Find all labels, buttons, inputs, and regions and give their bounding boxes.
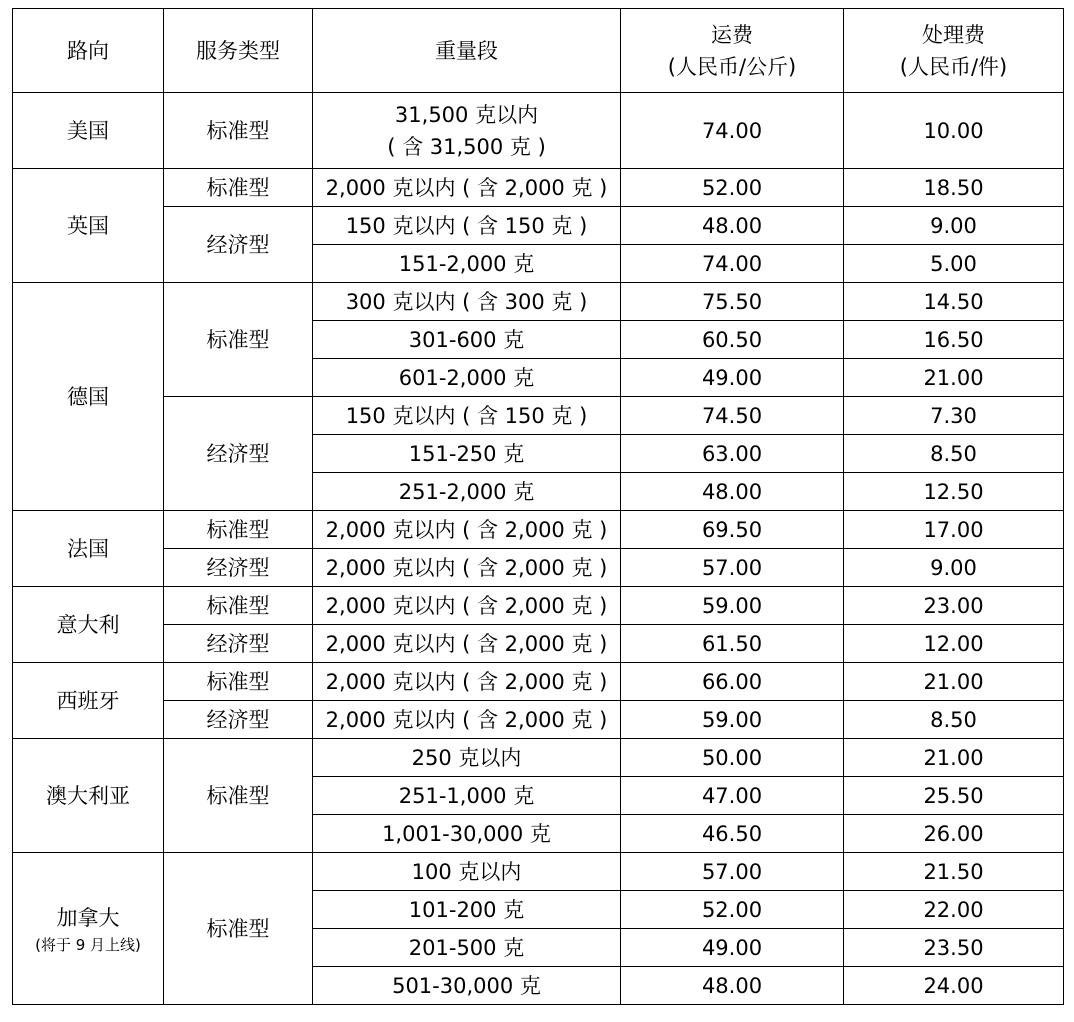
service-standard: 标准型 <box>164 739 313 853</box>
country-fr: 法国 <box>13 511 164 587</box>
header-handling <box>844 9 1064 93</box>
table-row <box>13 587 1064 625</box>
freight-cell: 74.50 <box>621 397 844 435</box>
weight-cell: 301-600 克 <box>313 321 621 359</box>
table-row <box>13 663 1064 701</box>
table-row <box>13 207 1064 245</box>
country-ca-note: (将于 9 月上线) <box>35 935 141 954</box>
header-weight: 重量段 <box>313 9 621 93</box>
freight-cell: 49.00 <box>621 929 844 967</box>
weight-cell: 501-30,000 克 <box>313 967 621 1005</box>
freight-cell: 48.00 <box>621 473 844 511</box>
country-ca <box>13 853 164 1005</box>
handling-cell: 25.50 <box>844 777 1064 815</box>
country-es: 西班牙 <box>13 663 164 739</box>
handling-cell: 5.00 <box>844 245 1064 283</box>
service-economy: 经济型 <box>164 549 313 587</box>
freight-cell: 46.50 <box>621 815 844 853</box>
handling-cell: 18.50 <box>844 169 1064 207</box>
table-row <box>13 169 1064 207</box>
country-uk: 英国 <box>13 169 164 283</box>
handling-cell: 12.50 <box>844 473 1064 511</box>
handling-cell: 21.50 <box>844 853 1064 891</box>
table-row <box>13 511 1064 549</box>
header-freight-title: 运费 <box>711 22 753 47</box>
header-freight-unit: (人民币/公斤) <box>667 54 797 79</box>
freight-cell: 59.00 <box>621 701 844 739</box>
handling-cell: 14.50 <box>844 283 1064 321</box>
service-standard: 标准型 <box>164 169 313 207</box>
weight-cell: 1,001-30,000 克 <box>313 815 621 853</box>
handling-cell: 9.00 <box>844 207 1064 245</box>
table-row <box>13 93 1064 169</box>
rate-table <box>12 8 1064 1005</box>
freight-cell: 57.00 <box>621 853 844 891</box>
freight-cell: 52.00 <box>621 891 844 929</box>
handling-cell: 16.50 <box>844 321 1064 359</box>
handling-cell: 23.00 <box>844 587 1064 625</box>
service-standard: 标准型 <box>164 283 313 397</box>
freight-cell: 63.00 <box>621 435 844 473</box>
header-freight <box>621 9 844 93</box>
header-row <box>13 9 1064 93</box>
handling-cell: 26.00 <box>844 815 1064 853</box>
handling-cell: 8.50 <box>844 435 1064 473</box>
country-ca-name: 加拿大 <box>56 905 120 930</box>
handling-cell: 21.00 <box>844 663 1064 701</box>
weight-line: ( 含 31,500 克 ) <box>387 134 546 159</box>
table-row <box>13 397 1064 435</box>
weight-cell: 2,000 克以内 ( 含 2,000 克 ) <box>313 511 621 549</box>
service-standard: 标准型 <box>164 93 313 169</box>
weight-cell: 201-500 克 <box>313 929 621 967</box>
weight-cell: 150 克以内 ( 含 150 克 ) <box>313 207 621 245</box>
country-us: 美国 <box>13 93 164 169</box>
freight-cell: 74.00 <box>621 245 844 283</box>
table-row <box>13 549 1064 587</box>
handling-cell: 24.00 <box>844 967 1064 1005</box>
freight-cell: 48.00 <box>621 207 844 245</box>
freight-cell: 59.00 <box>621 587 844 625</box>
table-row <box>13 701 1064 739</box>
weight-cell: 150 克以内 ( 含 150 克 ) <box>313 397 621 435</box>
weight-cell: 2,000 克以内 ( 含 2,000 克 ) <box>313 625 621 663</box>
freight-cell: 75.50 <box>621 283 844 321</box>
weight-cell <box>313 93 621 169</box>
service-economy: 经济型 <box>164 701 313 739</box>
service-economy: 经济型 <box>164 397 313 511</box>
freight-cell: 69.50 <box>621 511 844 549</box>
service-standard: 标准型 <box>164 511 313 549</box>
handling-cell: 22.00 <box>844 891 1064 929</box>
freight-cell: 49.00 <box>621 359 844 397</box>
freight-cell: 47.00 <box>621 777 844 815</box>
weight-cell: 2,000 克以内 ( 含 2,000 克 ) <box>313 169 621 207</box>
handling-cell: 21.00 <box>844 739 1064 777</box>
freight-cell: 48.00 <box>621 967 844 1005</box>
service-standard: 标准型 <box>164 853 313 1005</box>
handling-cell: 17.00 <box>844 511 1064 549</box>
weight-line: 31,500 克以内 <box>394 102 539 127</box>
freight-cell: 60.50 <box>621 321 844 359</box>
weight-cell: 251-1,000 克 <box>313 777 621 815</box>
weight-cell: 2,000 克以内 ( 含 2,000 克 ) <box>313 701 621 739</box>
header-handling-unit: (人民币/件) <box>899 54 1008 79</box>
weight-cell: 151-2,000 克 <box>313 245 621 283</box>
weight-cell: 251-2,000 克 <box>313 473 621 511</box>
table-row <box>13 739 1064 777</box>
header-handling-title: 处理费 <box>922 22 985 47</box>
weight-cell: 101-200 克 <box>313 891 621 929</box>
handling-cell: 21.00 <box>844 359 1064 397</box>
table-row <box>13 853 1064 891</box>
freight-cell: 50.00 <box>621 739 844 777</box>
freight-cell: 61.50 <box>621 625 844 663</box>
header-service-type: 服务类型 <box>164 9 313 93</box>
country-de: 德国 <box>13 283 164 511</box>
header-route: 路向 <box>13 9 164 93</box>
weight-cell: 100 克以内 <box>313 853 621 891</box>
country-it: 意大利 <box>13 587 164 663</box>
freight-cell: 57.00 <box>621 549 844 587</box>
weight-cell: 2,000 克以内 ( 含 2,000 克 ) <box>313 663 621 701</box>
weight-cell: 300 克以内 ( 含 300 克 ) <box>313 283 621 321</box>
handling-cell: 12.00 <box>844 625 1064 663</box>
service-standard: 标准型 <box>164 663 313 701</box>
handling-cell: 8.50 <box>844 701 1064 739</box>
service-economy: 经济型 <box>164 207 313 283</box>
weight-cell: 250 克以内 <box>313 739 621 777</box>
handling-cell: 7.30 <box>844 397 1064 435</box>
handling-cell: 10.00 <box>844 93 1064 169</box>
weight-cell: 601-2,000 克 <box>313 359 621 397</box>
freight-cell: 52.00 <box>621 169 844 207</box>
service-standard: 标准型 <box>164 587 313 625</box>
handling-cell: 9.00 <box>844 549 1064 587</box>
handling-cell: 23.50 <box>844 929 1064 967</box>
freight-cell: 74.00 <box>621 93 844 169</box>
table-row <box>13 283 1064 321</box>
weight-cell: 2,000 克以内 ( 含 2,000 克 ) <box>313 587 621 625</box>
weight-cell: 2,000 克以内 ( 含 2,000 克 ) <box>313 549 621 587</box>
service-economy: 经济型 <box>164 625 313 663</box>
freight-cell: 66.00 <box>621 663 844 701</box>
table-row <box>13 625 1064 663</box>
country-au: 澳大利亚 <box>13 739 164 853</box>
weight-cell: 151-250 克 <box>313 435 621 473</box>
